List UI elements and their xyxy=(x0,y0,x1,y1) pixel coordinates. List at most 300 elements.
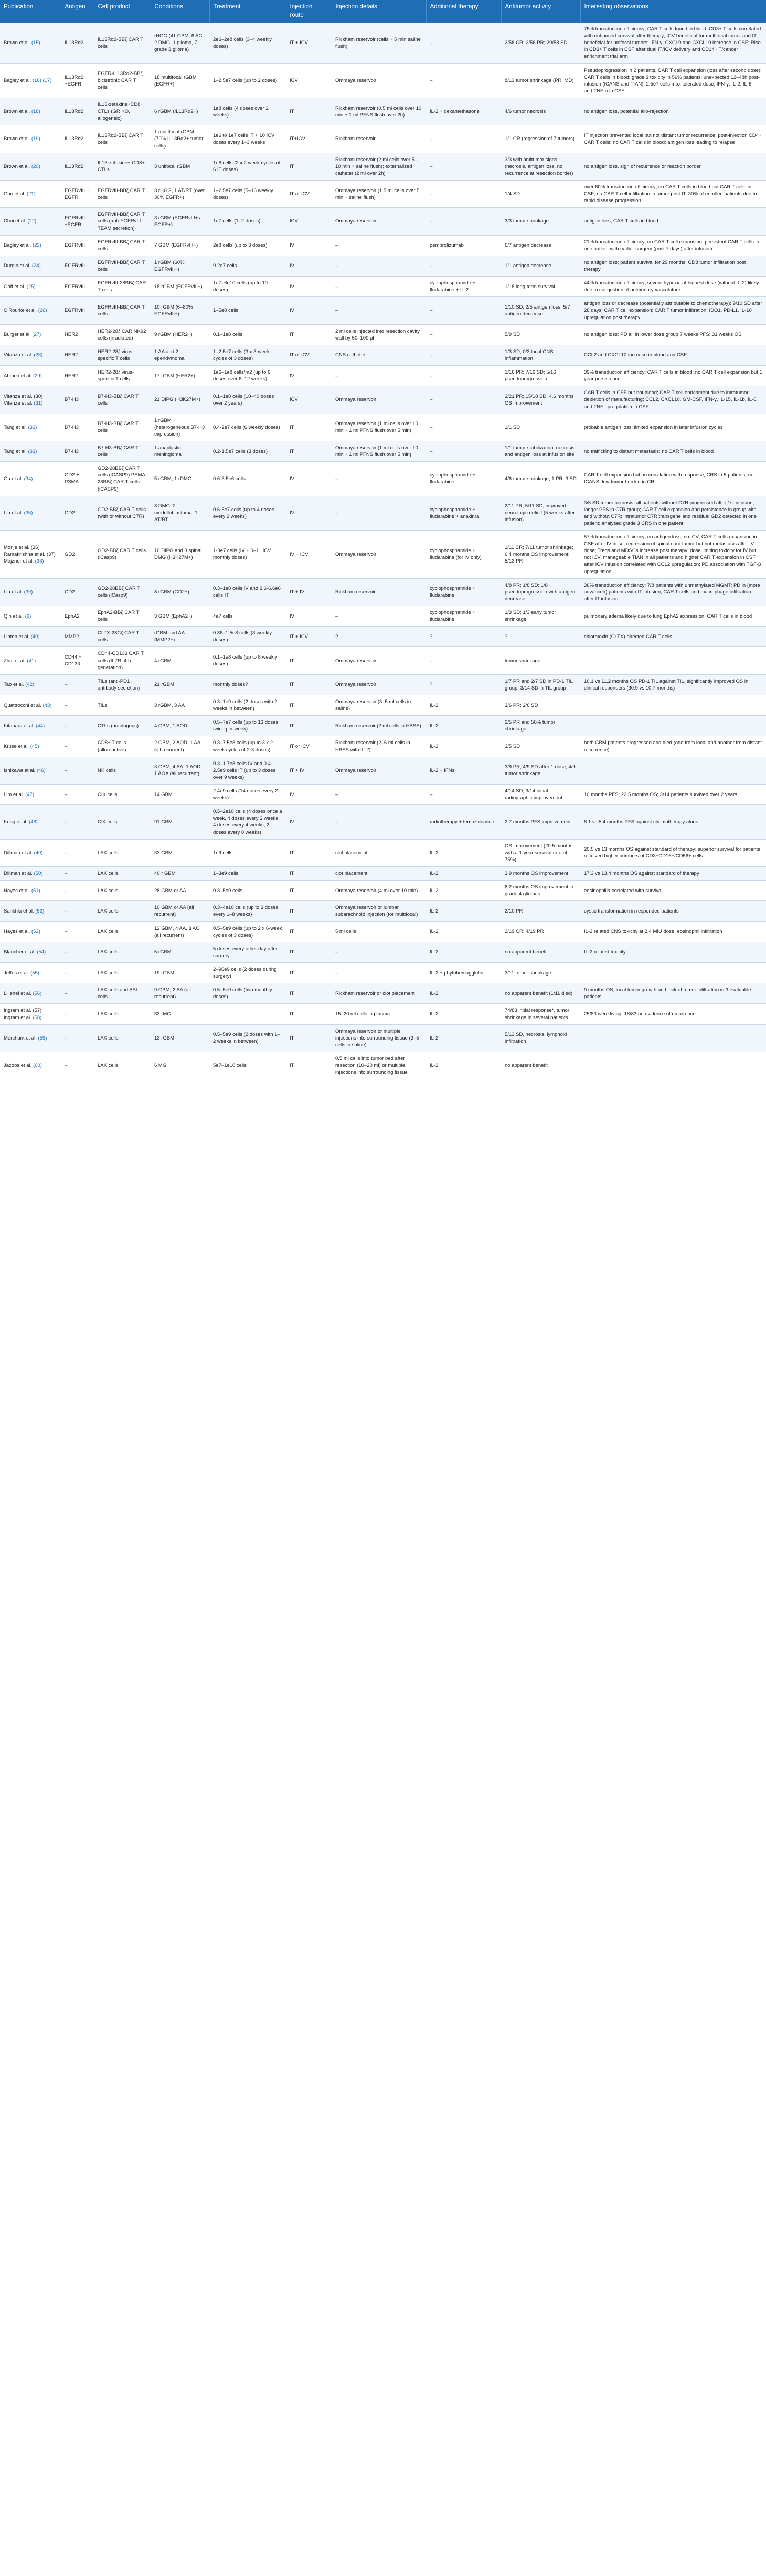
antitumor-activity-cell: 4/14 SD; 3/14 initial radiographic improvement xyxy=(501,785,580,805)
observations-cell xyxy=(580,962,766,983)
cell-product-cell: B7-H3-BBζ CAR T cells xyxy=(94,386,151,414)
publication-cell xyxy=(0,785,61,805)
injection-details-cell: – xyxy=(332,297,426,324)
antigen-cell: GD2 + PSMA xyxy=(61,462,94,496)
publication-author: Bagley et al. xyxy=(4,242,31,249)
publication-cell xyxy=(0,324,61,345)
injection-details-cell: Ommaya reservoir xyxy=(332,208,426,235)
publication-author: Kitahara et al. xyxy=(4,723,35,729)
injection-details-cell: Ommaya reservoir xyxy=(332,531,426,579)
reference-link[interactable]: (25) xyxy=(26,283,36,290)
publication-author: Liu et al. xyxy=(4,510,23,516)
injection-route-cell: IT xyxy=(286,98,332,125)
cell-product-cell: IL13Rα2-BBζ CAR T cells xyxy=(94,125,151,153)
antigen-cell: EGFRvIII xyxy=(61,277,94,297)
publication-author: Liu et al. xyxy=(4,589,23,595)
cell-product-cell: IL13-zetakine+CD8+ CTLs (GR KO, allogeneic) xyxy=(94,98,151,125)
publication-cell xyxy=(0,805,61,839)
publication-author: Brown et al. xyxy=(4,109,30,115)
additional-therapy-cell: cyclophosphamide + fludarabine (for IV only) xyxy=(426,531,501,579)
conditions-cell: 5 rGBM, 1 rDMG xyxy=(151,462,209,496)
table-row xyxy=(0,627,766,647)
observations-cell: CAR T cell expansion but no correlation with response; CRS in 5 patients; no ICANS; low tumor burden in CR xyxy=(580,462,766,496)
injection-route-cell: IT xyxy=(286,942,332,962)
publication-author: Guo et al. xyxy=(4,191,26,197)
table-row xyxy=(0,125,766,153)
publication-cell xyxy=(0,866,61,880)
reference-link[interactable]: (15) xyxy=(31,40,40,46)
injection-details-cell: Ommaya reservoir xyxy=(332,386,426,414)
reference-link[interactable]: (52) xyxy=(35,908,45,914)
injection-details-cell: Rickham reservoir xyxy=(332,578,426,606)
reference-link[interactable]: (23) xyxy=(32,242,41,249)
reference-link[interactable]: (35) xyxy=(24,510,33,516)
conditions-cell: rHGG (41 GBM, 6 AC, 2 DMG, 1 glioma, 7 grade 3 glioma) xyxy=(151,23,209,63)
antitumor-activity-cell: tumor shrinkage xyxy=(501,647,580,674)
conditions-cell: 6 rGBM (IL13Rα2+) xyxy=(151,98,209,125)
cell-product-cell: HER2-28ζ virus-specific T cells xyxy=(94,345,151,365)
treatment-cell: 1–3e9 cells xyxy=(209,866,286,880)
conditions-cell: 7 GBM (EGFRvIII+) xyxy=(151,235,209,256)
reference-link[interactable]: (31) xyxy=(34,400,43,406)
injection-route-cell: IT xyxy=(286,1004,332,1024)
conditions-cell: 91 GBM xyxy=(151,805,209,839)
injection-route-cell: IT or ICV xyxy=(286,181,332,208)
reference-link[interactable]: (22) xyxy=(27,218,37,225)
cell-product-cell: EGFRvIII-BBζ CAR T cells xyxy=(94,235,151,256)
observations-cell: no trafficking to distant metastasis; no CAR T cells in blood xyxy=(580,441,766,461)
injection-details-cell: Rickham reservoir (cells + 5 min saline flush) xyxy=(332,23,426,63)
antigen-cell: EGFRvIII xyxy=(61,297,94,324)
reference-link[interactable]: (27) xyxy=(32,332,41,338)
table-row xyxy=(0,983,766,1004)
antitumor-activity-cell: 1/16 PR; 7/16 SD; 5/16 pseudoprogression xyxy=(501,366,580,386)
publication-author: Jeffes et al. xyxy=(4,970,29,976)
reference-link[interactable]: (33) xyxy=(28,448,37,454)
treatment-cell: 1–2.5e7 cells (up to 2 doses) xyxy=(209,63,286,98)
injection-details-cell: Rickham reservoir (2 ml cells over 5–10 min + saline flush); externalized catheter (2 ml over 2h) xyxy=(332,153,426,180)
reference-link[interactable]: (55) xyxy=(30,970,39,976)
conditions-cell: 40 r GBM xyxy=(151,866,209,880)
cell-product-cell: LAK cells xyxy=(94,1024,151,1052)
injection-details-cell: Ommaya reservoir xyxy=(332,674,426,695)
reference-link[interactable]: (39) xyxy=(24,589,33,595)
publication-author: O'Rourke et al. xyxy=(4,308,37,314)
conditions-cell: 2 GBM, 2 AOD, 1 AA (all recurrent) xyxy=(151,736,209,757)
cell-product-cell: CTLs (autologous) xyxy=(94,716,151,736)
conditions-cell: 1 rGBM (60% EGFRvIII+) xyxy=(151,256,209,276)
reference-link[interactable]: (19) xyxy=(31,136,40,142)
header-publication: Publication xyxy=(0,0,61,23)
conditions-cell: 4 GBM, 1 AOD xyxy=(151,716,209,736)
publication-cell xyxy=(0,962,61,983)
additional-therapy-cell: cyclophosphamide + fludarabine + IL-2 xyxy=(426,277,501,297)
conditions-cell: 3 rGBM (EGFRvIII+ / EGFR+) xyxy=(151,208,209,235)
publication-cell xyxy=(0,921,61,942)
publication-cell xyxy=(0,942,61,962)
antigen-cell: HER2 xyxy=(61,324,94,345)
cell-product-cell: EGFRvIII-BBζ CAR T cells xyxy=(94,297,151,324)
table-row xyxy=(0,153,766,180)
reference-link[interactable]: (18) xyxy=(31,109,40,115)
treatment-cell: 1e6–1e8 cells/m2 (up to 6 doses over 6–12 weeks) xyxy=(209,366,286,386)
antigen-cell: – xyxy=(61,785,94,805)
injection-details-cell: 2 ml cells injected into resection cavity wall by 50–100 μl xyxy=(332,324,426,345)
injection-details-cell: 5 ml cells xyxy=(332,921,426,942)
additional-therapy-cell: – xyxy=(426,125,501,153)
cell-product-cell: HER2-28ζ virus-specific T cells xyxy=(94,366,151,386)
antitumor-activity-cell: 1/1 CR (regression of 7 tumors) xyxy=(501,125,580,153)
antitumor-activity-cell: 2/11 PR; 5/11 SD; improved neurologic deficit (5 weeks after infusion) xyxy=(501,496,580,530)
table-row xyxy=(0,1004,766,1024)
antitumor-activity-cell: 6.2 months OS improvement in grade 4 gliomas xyxy=(501,881,580,901)
antigen-cell: HER2 xyxy=(61,366,94,386)
injection-details-cell: clot placement xyxy=(332,839,426,866)
publication-cell xyxy=(0,627,61,647)
table-row xyxy=(0,23,766,63)
reference-link[interactable]: (50) xyxy=(34,870,43,876)
injection-details-cell: Ommaya reservoir or lumbar subarachnoid injection (for multifocal) xyxy=(332,901,426,921)
reference-link[interactable]: (48) xyxy=(29,819,38,825)
antitumor-activity-cell: 1/7 PR and 2/7 SD in PD-1 TIL group; 3/14 SD in TIL group xyxy=(501,674,580,695)
additional-therapy-cell: IL-2 + phytohemagglutin xyxy=(426,962,501,983)
publication-cell xyxy=(0,881,61,901)
injection-route-cell: IT + IV xyxy=(286,578,332,606)
injection-route-cell: IT xyxy=(286,153,332,180)
treatment-cell: 1e7 cells (1–2 doses) xyxy=(209,208,286,235)
treatment-cell: 0.5–5e9 cells (2 doses with 1–2 weeks in between) xyxy=(209,1024,286,1052)
publication-author: Lillehei et al. xyxy=(4,990,31,997)
observations-cell: 10 months PFS; 22.5 months OS; 3/14 patients survived over 2 years xyxy=(580,785,766,805)
antitumor-activity-cell: 4/8 PR; 1/8 SD; 1/8 pseudoprogression with antigen decrease xyxy=(501,578,580,606)
table-row xyxy=(0,839,766,866)
publication-cell xyxy=(0,125,61,153)
reference-link[interactable]: (46) xyxy=(36,767,46,773)
publication-author: Kruse et al. xyxy=(4,744,29,749)
conditions-cell: 8 DMG, 2 medulloblastoma, 1 AT/RT xyxy=(151,496,209,530)
injection-route-cell: ICV xyxy=(286,63,332,98)
injection-details-cell: Rickham reservoir (0.5 ml cells over 10 min + 1 ml PFNS flush over 2h) xyxy=(332,98,426,125)
publication-cell xyxy=(0,496,61,530)
treatment-cell: 0.6-3.5e6 cells xyxy=(209,462,286,496)
table-row xyxy=(0,757,766,784)
observations-cell xyxy=(580,757,766,784)
reference-link[interactable]: (60) xyxy=(33,1063,42,1069)
table-row xyxy=(0,297,766,324)
conditions-cell: 12 GBM, 4 AA, 3 AO (all recurrent) xyxy=(151,921,209,942)
antitumor-activity-cell: 2/10 PR xyxy=(501,901,580,921)
antitumor-activity-cell: 1/11 CR; 7/11 tumor shrinkage; 6.4 months OS improvement; 5/13 PR xyxy=(501,531,580,579)
injection-route-cell: IV xyxy=(286,606,332,627)
injection-details-cell: Ommaya reservoir xyxy=(332,63,426,98)
publication-author: Dillman et al. xyxy=(4,850,33,856)
table-row xyxy=(0,462,766,496)
publication-author: Choi et al. xyxy=(4,218,26,225)
treatment-cell: 0.1–1e8 cells xyxy=(209,324,286,345)
publication-cell xyxy=(0,716,61,736)
observations-cell: 9 months OS; local tumor growth and lack of tumor infiltration in 3 evaluable patients xyxy=(580,983,766,1004)
table-row xyxy=(0,386,766,414)
injection-details-cell: CNS catheter xyxy=(332,345,426,365)
publication-cell xyxy=(0,1052,61,1079)
treatment-cell: 5 doses every other day after surgery xyxy=(209,942,286,962)
header-antitumor-activity: Antitumor activity xyxy=(501,0,580,23)
table-row xyxy=(0,881,766,901)
conditions-cell: 6 MG xyxy=(151,1052,209,1079)
injection-route-cell: IT + ICV xyxy=(286,23,332,63)
publication-cell xyxy=(0,901,61,921)
additional-therapy-cell: IL-2 xyxy=(426,839,501,866)
reference-link[interactable]: (32) xyxy=(28,424,37,430)
publication-cell xyxy=(0,531,61,579)
reference-link[interactable]: (56) xyxy=(33,990,42,997)
table-row xyxy=(0,716,766,736)
antigen-cell: EGFRvIII xyxy=(61,256,94,276)
injection-route-cell: IT xyxy=(286,983,332,1004)
publication-author: Quattrocchi et al. xyxy=(4,702,41,708)
header-cell-product: Cell product xyxy=(94,0,151,23)
injection-details-cell: – xyxy=(332,962,426,983)
publication-cell xyxy=(0,256,61,276)
antitumor-activity-cell: 3/3 with antitumor signs (necrosis, antigen loss, no recurrence at resection border) xyxy=(501,153,580,180)
cell-product-cell: GD2-BBζ CAR T cells (iCasp9) xyxy=(94,531,151,579)
reference-link[interactable]: (43) xyxy=(42,702,52,708)
observations-cell xyxy=(580,716,766,736)
injection-route-cell: IT xyxy=(286,695,332,716)
injection-details-cell: 15–20 ml cells in plasma xyxy=(332,1004,426,1024)
injection-details-cell: Ommaya reservoir (1.5 ml cells over 5 min + saline flush) xyxy=(332,181,426,208)
observations-cell: 39% transduction efficiency; CAR T cells in blood; no CAR T cell expansion but 1 year persistence xyxy=(580,366,766,386)
reference-link[interactable]: (49) xyxy=(34,850,43,856)
observations-cell: no antigen loss, potential allo-rejection xyxy=(580,98,766,125)
observations-cell: 20.5 vs 13 months OS against standard of therapy; superior survival for patients received higher numbers of CD3+CD16+/CD56+ cells xyxy=(580,839,766,866)
cell-product-cell: CIK cells xyxy=(94,805,151,839)
antigen-cell: GD2 xyxy=(61,578,94,606)
additional-therapy-cell: – xyxy=(426,23,501,63)
injection-route-cell: IT xyxy=(286,1024,332,1052)
reference-link[interactable]: (40) xyxy=(30,633,40,640)
antigen-cell: EGFRvIII +EGFR xyxy=(61,208,94,235)
header-antigen: Antigen xyxy=(61,0,94,23)
table-row xyxy=(0,345,766,365)
reference-link[interactable]: (45) xyxy=(30,744,39,749)
publication-cell xyxy=(0,983,61,1004)
reference-link[interactable]: (58) xyxy=(33,1014,42,1021)
antigen-cell: – xyxy=(61,674,94,695)
treatment-cell: 1e7–6e10 cells (up to 10 doses) xyxy=(209,277,286,297)
additional-therapy-cell: ? xyxy=(426,674,501,695)
treatment-cell: 1e8 cells (2 x 2 week cycles of 6 IT doses) xyxy=(209,153,286,180)
additional-therapy-cell: – xyxy=(426,153,501,180)
injection-details-cell: Ommaya reservoir xyxy=(332,757,426,784)
injection-route-cell: IT xyxy=(286,881,332,901)
injection-route-cell: IT xyxy=(286,962,332,983)
conditions-cell: 3 GBM, 4 AA, 1 AOD, 1 AOA (all recurrent) xyxy=(151,757,209,784)
observations-cell: 21% transduction efficiency; no CAR T cell expansion; persistent CAR T cells in one patient with earlier surgery (post 7 days) after infusion xyxy=(580,235,766,256)
injection-details-cell: – xyxy=(332,462,426,496)
publication-cell xyxy=(0,462,61,496)
treatment-cell: 0.1–1e8 cells (up to 8 weekly doses) xyxy=(209,647,286,674)
publication-cell xyxy=(0,757,61,784)
publication-cell xyxy=(0,153,61,180)
observations-cell: CCL2 and CXCL10 increase in blood and CSF xyxy=(580,345,766,365)
antigen-cell: – xyxy=(61,881,94,901)
injection-details-cell: – xyxy=(332,805,426,839)
injection-details-cell: – xyxy=(332,785,426,805)
header-injection-route: Injection route xyxy=(286,0,332,23)
observations-cell xyxy=(580,1024,766,1052)
table-row xyxy=(0,277,766,297)
reference-link[interactable]: (47) xyxy=(25,791,35,798)
publication-cell xyxy=(0,63,61,98)
antigen-cell: IL13Rα2 xyxy=(61,153,94,180)
reference-link[interactable]: (26) xyxy=(38,308,47,314)
cell-product-cell: B7-H3-BBζ CAR T cells xyxy=(94,414,151,441)
cell-product-cell: GD2-BBζ CAR T cells (with or without C7R) xyxy=(94,496,151,530)
publication-author: Dillman et al. xyxy=(4,870,33,876)
additional-therapy-cell: pembrolizumab xyxy=(426,235,501,256)
observations-cell: 16.1 vs 11.2 months OS PD-1 TIL against TIL, significantly improved OS in clinical responders (30.9 vs 10.7 months) xyxy=(580,674,766,695)
publication-cell xyxy=(0,839,61,866)
cell-product-cell: EGFRvIII-BBζ CAR T cells xyxy=(94,256,151,276)
antitumor-activity-cell: 2.7 months PFS improvement xyxy=(501,805,580,839)
reference-link[interactable]: (28) xyxy=(34,352,43,358)
additional-therapy-cell: ? xyxy=(426,627,501,647)
injection-details-cell: Ommaya reservoir (4 ml over 10 min) xyxy=(332,881,426,901)
injection-route-cell: IT xyxy=(286,1052,332,1079)
antitumor-activity-cell: 3/21 PR; 15/18 SD; 4.6 months OS improvement xyxy=(501,386,580,414)
publication-author: Qin et al. xyxy=(4,613,24,619)
table-row xyxy=(0,441,766,461)
header-observations: Interesting observations xyxy=(580,0,766,23)
additional-therapy-cell: IL-2 xyxy=(426,716,501,736)
treatment-cell: 0.3–1e8 cells IV and 2.6-6.6e6 cells IT xyxy=(209,578,286,606)
treatment-cell: monthly doses? xyxy=(209,674,286,695)
antitumor-activity-cell: 6/7 antigen decrease xyxy=(501,235,580,256)
publication-cell xyxy=(0,695,61,716)
injection-route-cell: IV xyxy=(286,366,332,386)
antigen-cell: HER2 xyxy=(61,345,94,365)
antigen-cell: EGFRvIII + EGFR xyxy=(61,181,94,208)
additional-therapy-cell: IL-2 xyxy=(426,1004,501,1024)
treatment-cell: 2e8 cells (up to 3 doses) xyxy=(209,235,286,256)
observations-cell: pulmonary edema likely due to lung EphA2 expression; CAR T cells in blood xyxy=(580,606,766,627)
injection-details-cell: Ommaya reservoir (1 ml cells over 10 min + 1 ml PFNS flush over 5 min) xyxy=(332,441,426,461)
conditions-cell: 5 rGBM xyxy=(151,942,209,962)
publication-cell xyxy=(0,277,61,297)
observations-cell: IL-2 related CNS toxicity at 2.4 MIU dose; eosinophil infiltration xyxy=(580,921,766,942)
reference-link[interactable]: (42) xyxy=(25,682,35,688)
conditions-cell: rGBM and AA (MMP2+) xyxy=(151,627,209,647)
antitumor-activity-cell: 1/3 SD; 1/3 early tumor shrinkage xyxy=(501,606,580,627)
observations-cell: no antigen loss; patient survival for 29 months; CD3 tumor infiltration post therapy xyxy=(580,256,766,276)
antigen-cell: B7-H3 xyxy=(61,441,94,461)
antitumor-activity-cell: 8/13 tumor shrinkage (PR, MD) xyxy=(501,63,580,98)
additional-therapy-cell: radiotherapy + temozolomide xyxy=(426,805,501,839)
treatment-cell: 0.3–4e10 cells (up to 3 doses every 1–8 weeks) xyxy=(209,901,286,921)
table-row xyxy=(0,695,766,716)
antigen-cell: – xyxy=(61,839,94,866)
antitumor-activity-cell: 3/3 tumor shrinkage xyxy=(501,208,580,235)
reference-link[interactable]: (59) xyxy=(38,1035,47,1041)
antitumor-activity-cell: 1/1 tumor stabilization, necrosis and antigen loss at infusion site xyxy=(501,441,580,461)
injection-details-cell: Rickham reservoir or clot placement xyxy=(332,983,426,1004)
reference-link[interactable]: (20) xyxy=(31,163,40,169)
reference-link[interactable]: (53) xyxy=(31,929,40,935)
injection-details-cell: clot placement xyxy=(332,866,426,880)
reference-link[interactable]: (41) xyxy=(27,658,36,664)
cell-product-cell: GD2-28BBζ CAR T cells (iCasp9) xyxy=(94,578,151,606)
reference-link[interactable]: (9) xyxy=(25,613,31,619)
publication-author: Vitanza et al. (30) Vitanza et al. xyxy=(4,393,43,406)
treatment-cell: 9.2e7 cells xyxy=(209,256,286,276)
antitumor-activity-cell: 1/18 long term survival xyxy=(501,277,580,297)
cell-product-cell: LAK cells and ASL cells xyxy=(94,983,151,1004)
table-row xyxy=(0,208,766,235)
cell-product-cell: IL13-zetakine+ CD8+ CTLs xyxy=(94,153,151,180)
cell-product-cell: CD8+ T cells (alloreactive) xyxy=(94,736,151,757)
additional-therapy-cell: IL-2 xyxy=(426,881,501,901)
treatment-cell: 0.5–7e7 cells (up to 13 doses twice per week) xyxy=(209,716,286,736)
additional-therapy-cell: – xyxy=(426,441,501,461)
reference-link[interactable]: (54) xyxy=(37,949,46,956)
injection-route-cell: IT + ICV xyxy=(286,627,332,647)
treatment-cell: 0.88–1.5e8 cells (3 weekly doses) xyxy=(209,627,286,647)
injection-details-cell: – xyxy=(332,942,426,962)
table-row xyxy=(0,531,766,579)
injection-route-cell: IV xyxy=(286,277,332,297)
treatment-cell: 0.3–5e9 cells xyxy=(209,881,286,901)
conditions-cell: 28 GBM or AA xyxy=(151,881,209,901)
reference-link[interactable]: (34) xyxy=(24,475,33,482)
table-row xyxy=(0,805,766,839)
observations-cell: no antigen loss, sign of recurrence or reaction border xyxy=(580,153,766,180)
conditions-cell: 3 rGBM, 3 AA xyxy=(151,695,209,716)
injection-route-cell: IV xyxy=(286,256,332,276)
treatment-cell: 0.3–1.7e8 cells IV and 0.4-2.5e9 cells IT (up to 3 doses over 9 weeks) xyxy=(209,757,286,784)
table-row xyxy=(0,235,766,256)
additional-therapy-cell: cyclophosphamide + fludarabine xyxy=(426,578,501,606)
antitumor-activity-cell: 2/5 PR and 50% tumor shrinkage xyxy=(501,716,580,736)
reference-link[interactable]: (38) xyxy=(35,558,44,564)
injection-route-cell: IT or ICV xyxy=(286,345,332,365)
reference-link[interactable]: (16) (17) xyxy=(32,78,52,84)
antigen-cell: EphA2 xyxy=(61,606,94,627)
antitumor-activity-cell: 5/9 SD xyxy=(501,324,580,345)
publication-cell xyxy=(0,441,61,461)
publication-author: Merchant et al. xyxy=(4,1035,37,1041)
injection-details-cell: Ommaya reservoir (3–5 ml cells in saline) xyxy=(332,695,426,716)
antigen-cell: – xyxy=(61,695,94,716)
treatment-cell: 0.4-2e7 cells (6 weekly doses) xyxy=(209,414,286,441)
injection-route-cell: IV xyxy=(286,496,332,530)
cell-product-cell: LAK cells xyxy=(94,942,151,962)
publication-author: Brown et al. xyxy=(4,136,30,142)
observations-cell: probable antigen loss; limited expansion in later infusion cycles xyxy=(580,414,766,441)
additional-therapy-cell: IL-2 xyxy=(426,921,501,942)
reference-link[interactable]: (51) xyxy=(31,887,40,894)
table-row xyxy=(0,366,766,386)
reference-link[interactable]: (29) xyxy=(33,373,42,379)
observations-cell xyxy=(580,695,766,716)
reference-link[interactable]: (24) xyxy=(31,263,41,269)
publication-cell xyxy=(0,98,61,125)
table-row xyxy=(0,181,766,208)
reference-link[interactable]: (21) xyxy=(26,191,36,197)
antigen-cell: – xyxy=(61,901,94,921)
conditions-cell: 9 GBM, 2 AA (all recurrent) xyxy=(151,983,209,1004)
reference-link[interactable]: (44) xyxy=(36,723,45,729)
